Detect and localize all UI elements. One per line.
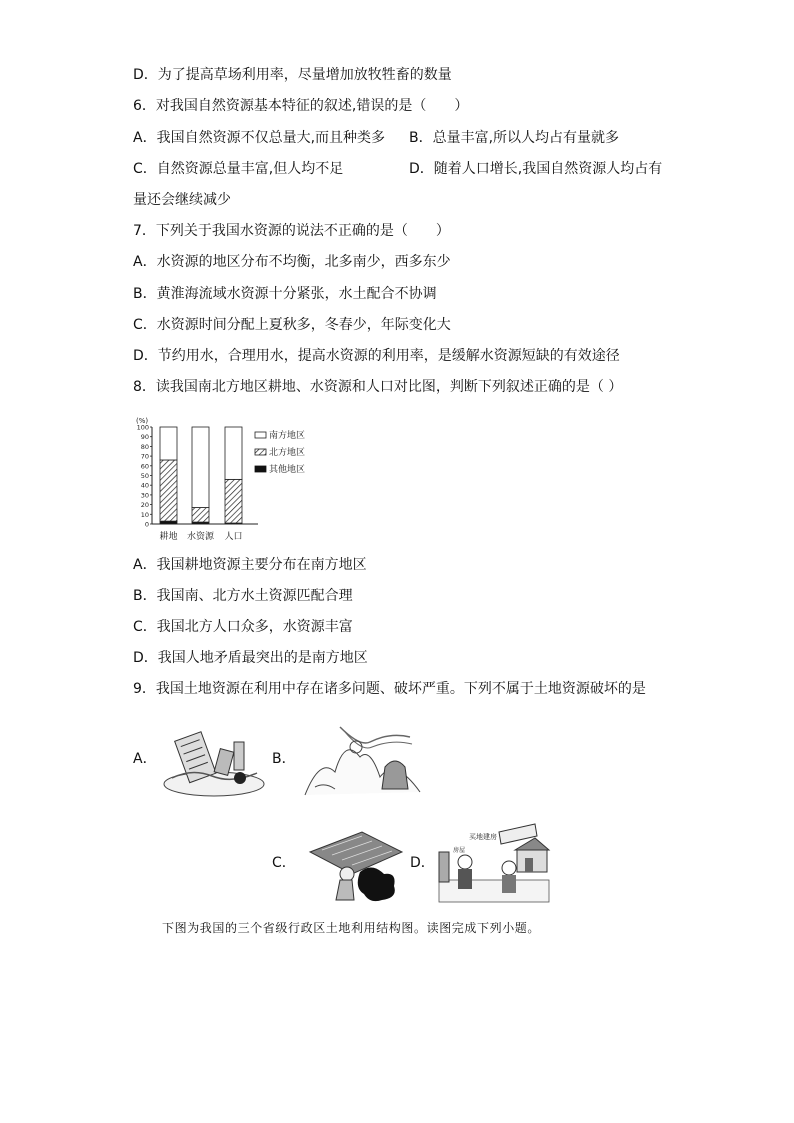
bar-2-南方地区 bbox=[225, 427, 242, 479]
bar-0-南方地区 bbox=[160, 427, 177, 460]
q9-image-d-label-buy-land: 买地建房 bbox=[469, 833, 497, 841]
y-tick-label: 0 bbox=[144, 520, 149, 529]
q9-label-a: A． bbox=[133, 751, 157, 767]
q6-option-c: C．自然资源总量丰富,但人均不足 bbox=[133, 161, 344, 177]
legend-swatch-other bbox=[255, 466, 266, 472]
legend-swatch-south bbox=[255, 432, 266, 438]
stacked-bar-chart bbox=[128, 410, 328, 545]
y-tick-label: 10 bbox=[140, 510, 149, 519]
q8-option-b: B．我国南、北方水土资源匹配合理 bbox=[133, 588, 353, 604]
q6-stem: 6．对我国自然资源基本特征的叙述,错误的是（ ） bbox=[133, 98, 469, 114]
bar-0-北方地区 bbox=[160, 460, 177, 521]
legend-south: 南方地区 bbox=[269, 431, 306, 441]
q7-option-d: D．节约用水，合理用水，提高水资源的利用率，是缓解水资源短缺的有效途径 bbox=[133, 348, 620, 364]
y-tick-label: 40 bbox=[140, 481, 149, 490]
legend-other: 其他地区 bbox=[269, 465, 306, 475]
y-tick-label: 50 bbox=[140, 472, 149, 480]
q8-option-c: C．我国北方人口众多，水资源丰富 bbox=[133, 619, 353, 635]
bar-2-北方地区 bbox=[225, 479, 242, 523]
q9-image-a-flood-city bbox=[162, 718, 267, 800]
bar-0-其他地区 bbox=[160, 521, 177, 524]
legend-swatch-north bbox=[255, 449, 266, 455]
q9-image-b-mountain-river bbox=[300, 717, 428, 803]
q9-label-b: B． bbox=[272, 751, 296, 767]
q7-stem: 7．下列关于我国水资源的说法不正确的是（ ） bbox=[133, 223, 450, 239]
chart-unit-label: (%) bbox=[136, 417, 149, 425]
q9-image-c-land-pollution bbox=[302, 822, 407, 904]
y-tick-label: 90 bbox=[140, 433, 149, 442]
section-caption: 下图为我国的三个省级行政区土地利用结构图。读图完成下列小题。 bbox=[162, 921, 541, 935]
y-tick-label: 60 bbox=[140, 462, 149, 471]
q6-option-d: D．随着人口增长,我国自然资源人均占有 bbox=[409, 161, 663, 177]
q9-label-d: D． bbox=[410, 855, 435, 871]
x-category-label: 耕地 bbox=[159, 532, 178, 542]
q7-option-a: A．水资源的地区分布不均衡，北多南少，西多东少 bbox=[133, 254, 451, 270]
q8-option-d: D．我国人地矛盾最突出的是南方地区 bbox=[133, 650, 368, 666]
q9-image-d-label-house: 房屋 bbox=[453, 847, 466, 854]
q6-option-a: A．我国自然资源不仅总量大,而且种类多 bbox=[133, 130, 386, 146]
q6-option-b: B．总量丰富,所以人均占有量就多 bbox=[409, 130, 620, 146]
q8-stem: 8．读我国南北方地区耕地、水资源和人口对比图，判断下列叙述正确的是（ ） bbox=[133, 379, 623, 395]
q7-option-c: C．水资源时间分配上夏秋多，冬春少，年际变化大 bbox=[133, 317, 451, 333]
y-tick-label: 70 bbox=[140, 452, 149, 461]
q6-option-d-cont: 量还会继续减少 bbox=[133, 192, 231, 208]
bar-1-北方地区 bbox=[192, 508, 209, 523]
y-tick-label: 80 bbox=[140, 442, 149, 451]
q9-stem: 9．我国土地资源在利用中存在诸多问题、破坏严重。下列不属于土地资源破坏的是 bbox=[133, 681, 646, 697]
bar-1-南方地区 bbox=[192, 427, 209, 508]
q9-image-d-building-on-farmland bbox=[437, 822, 551, 904]
x-category-label: 人口 bbox=[224, 532, 243, 542]
y-tick-label: 20 bbox=[140, 501, 149, 510]
q9-label-c: C． bbox=[272, 855, 296, 871]
x-category-label: 水资源 bbox=[186, 532, 215, 542]
q5-option-d: D．为了提高草场利用率，尽量增加放牧牲畜的数量 bbox=[133, 67, 452, 83]
q8-option-a: A．我国耕地资源主要分布在南方地区 bbox=[133, 557, 367, 573]
legend-north: 北方地区 bbox=[269, 448, 306, 458]
q7-option-b: B．黄淮海流域水资源十分紧张，水土配合不协调 bbox=[133, 286, 437, 302]
y-tick-label: 100 bbox=[136, 423, 149, 432]
y-tick-label: 30 bbox=[140, 491, 149, 500]
